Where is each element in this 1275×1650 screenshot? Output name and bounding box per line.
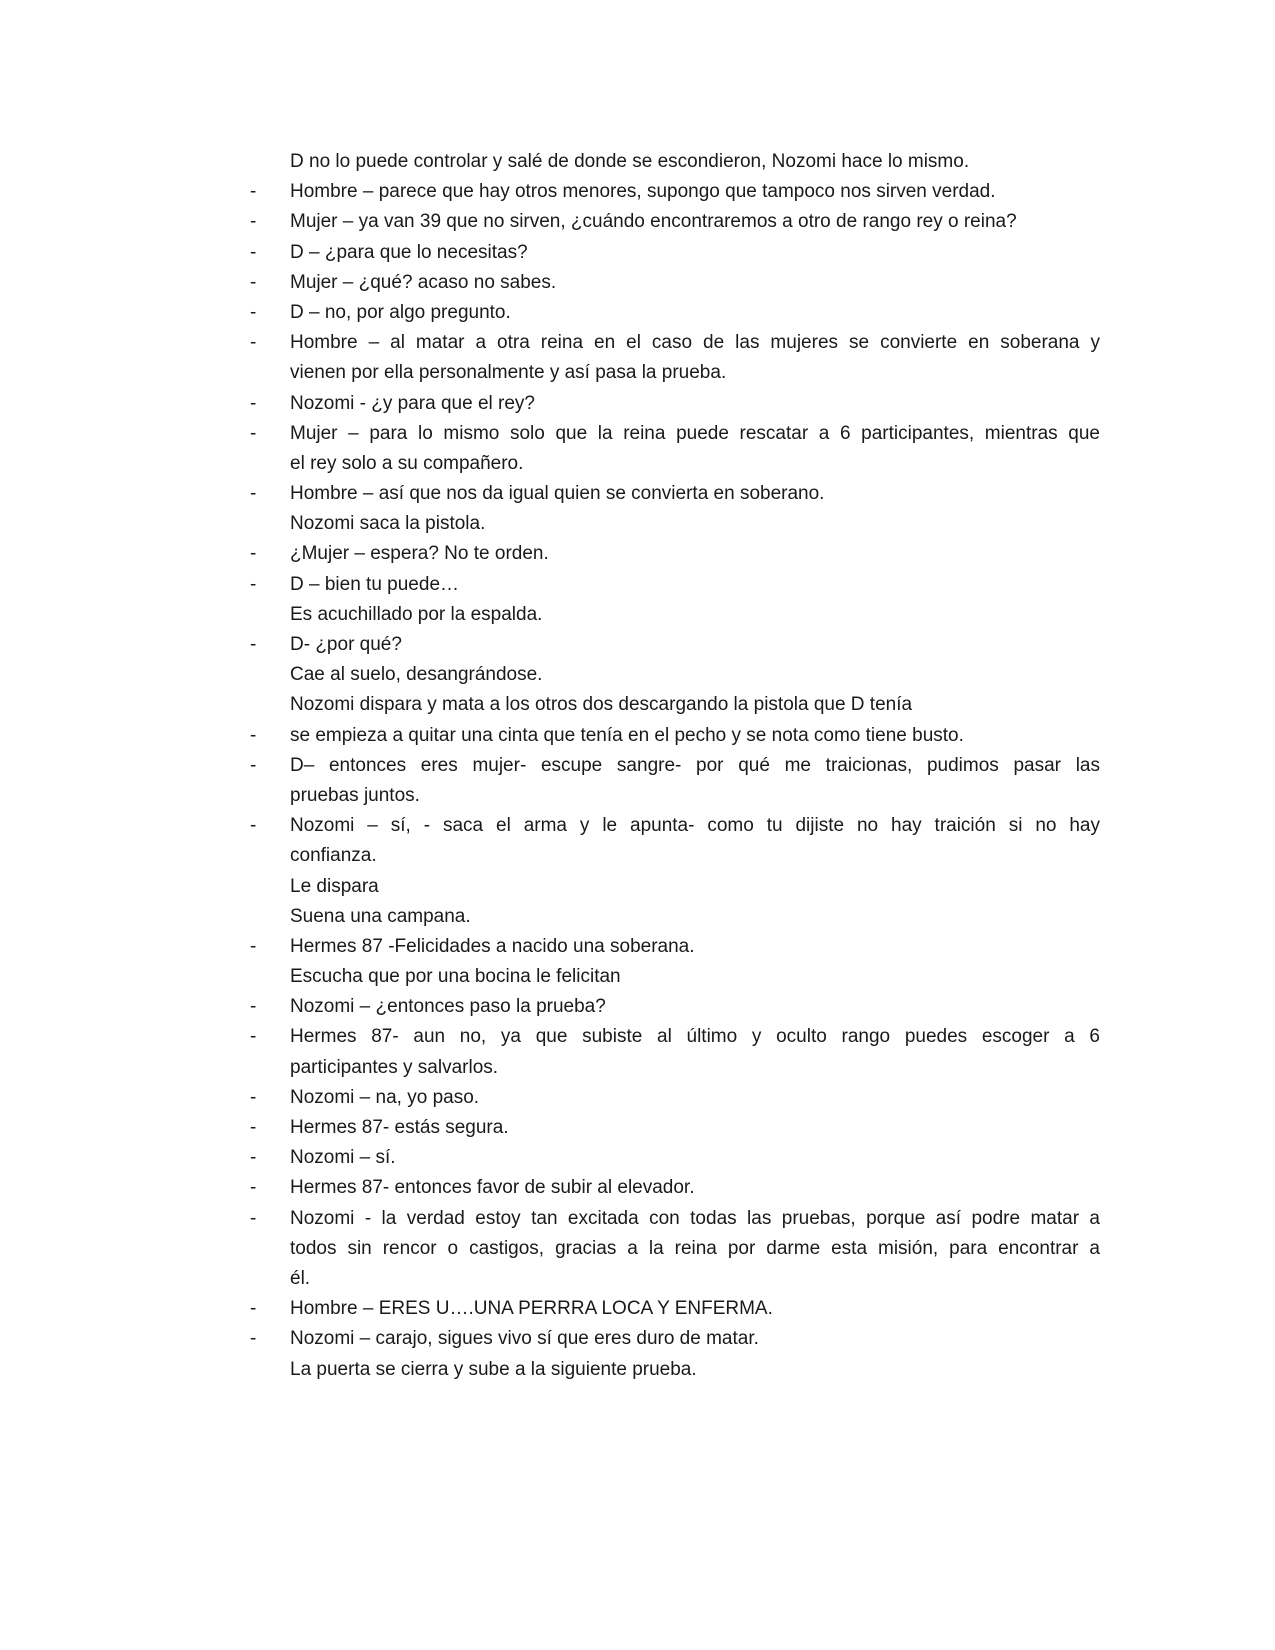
list-dash: - <box>250 634 257 655</box>
dialogue-line <box>250 1053 1100 1083</box>
list-dash: - <box>250 301 257 323</box>
dialogue-line <box>250 449 1100 479</box>
dialogue-line <box>250 992 1100 1022</box>
dialogue-line <box>250 841 1100 871</box>
line-text: Cae al suelo, desangrándose. <box>290 664 543 686</box>
list-dash: - <box>250 996 257 1018</box>
line-text: Hombre – al matar a otra reina en el caso de las mujeres se convierte en soberana y <box>290 332 1100 354</box>
line-text: Mujer – para lo mismo solo que la reina puede rescatar a 6 participantes, mientras que <box>290 422 1100 444</box>
dialogue-line <box>250 570 1100 600</box>
line-text: Hermes 87- aun no, ya que subiste al último y oculto rango puedes escoger a 6 <box>290 1026 1100 1048</box>
document-body <box>250 147 1100 1385</box>
line-text: Nozomi dispara y mata a los otros dos descargando la pistola que D tenía <box>290 694 913 716</box>
dialogue-line <box>250 358 1100 388</box>
dialogue-line <box>250 147 1100 177</box>
dialogue-line <box>250 419 1100 449</box>
line-text: Hombre – ERES U….UNA PERRRA LOCA Y ENFERMA. <box>290 1298 773 1320</box>
dialogue-line <box>250 539 1100 569</box>
list-dash: - <box>250 724 257 746</box>
list-dash: - <box>250 935 257 957</box>
line-text: Nozomi – sí. <box>290 1147 396 1169</box>
list-dash: - <box>250 241 257 263</box>
line-text: Mujer – ¿qué? acaso no sabes. <box>290 271 557 293</box>
line-text: Hombre – parece que hay otros menores, supongo que tampoco nos sirven verdad. <box>290 181 996 203</box>
dialogue-line <box>250 1204 1100 1234</box>
line-text: Hermes 87- estás segura. <box>290 1117 509 1138</box>
line-text: Nozomi - la verdad estoy tan excitada con todas las pruebas, porque así podre matar a <box>290 1207 1100 1229</box>
list-dash: - <box>250 271 257 293</box>
line-text: todos sin rencor o castigos, gracias a la reina por darme esta misión, para encontrar a <box>290 1237 1100 1259</box>
line-text: D – bien tu puede… <box>290 573 460 595</box>
dialogue-line <box>250 1355 1100 1385</box>
list-dash: - <box>250 1177 257 1199</box>
list-dash: - <box>250 1147 257 1169</box>
list-dash: - <box>250 483 257 505</box>
line-text: D no lo puede controlar y salé de donde se escondieron, Nozomi hace lo mismo. <box>290 151 970 172</box>
line-text: Hermes 87- entonces favor de subir al elevador. <box>290 1177 695 1199</box>
line-text: Nozomi – carajo, sigues vivo sí que eres duro de matar. <box>290 1328 759 1350</box>
dialogue-line <box>250 690 1100 720</box>
dialogue-line <box>250 298 1100 328</box>
dialogue-line <box>250 811 1100 841</box>
line-text: ¿Mujer – espera? No te orden. <box>290 543 549 565</box>
dialogue-line <box>250 600 1100 630</box>
dialogue-line <box>250 1113 1100 1143</box>
dialogue-line <box>250 1083 1100 1113</box>
line-text: D– entonces eres mujer- escupe sangre- por qué me traicionas, pudimos pasar las <box>290 754 1100 776</box>
list-dash: - <box>250 1207 257 1229</box>
line-text: Nozomi saca la pistola. <box>290 513 486 535</box>
list-dash: - <box>250 1328 257 1350</box>
line-text: participantes y salvarlos. <box>290 1056 499 1078</box>
list-dash: - <box>250 211 257 233</box>
dialogue-line <box>250 932 1100 962</box>
line-text: La puerta se cierra y sube a la siguiente prueba. <box>290 1358 697 1380</box>
line-text: D – ¿para que lo necesitas? <box>290 241 528 263</box>
line-text: Mujer – ya van 39 que no sirven, ¿cuándo encontraremos a otro de rango rey o reina? <box>290 211 1017 233</box>
dialogue-line <box>250 1173 1100 1203</box>
dialogue-line <box>250 509 1100 539</box>
dialogue-line <box>250 1294 1100 1324</box>
line-text: Nozomi – sí, - saca el arma y le apunta- como tu dijiste no hay traición si no hay <box>290 815 1100 837</box>
list-dash: - <box>250 1298 257 1320</box>
line-text: confianza. <box>290 845 377 867</box>
dialogue-line <box>250 1234 1100 1264</box>
line-text: el rey solo a su compañero. <box>290 452 524 474</box>
list-dash: - <box>250 1117 257 1138</box>
line-text: Nozomi – na, yo paso. <box>290 1086 480 1108</box>
dialogue-line <box>250 238 1100 268</box>
line-text: Nozomi – ¿entonces paso la prueba? <box>290 996 606 1018</box>
dialogue-line <box>250 328 1100 358</box>
line-text: pruebas juntos. <box>290 784 420 806</box>
line-text: Escucha que por una bocina le felicitan <box>290 966 621 988</box>
dialogue-line <box>250 630 1100 660</box>
list-dash: - <box>250 754 257 776</box>
dialogue-line <box>250 479 1100 509</box>
dialogue-line <box>250 1324 1100 1354</box>
list-dash: - <box>250 543 257 565</box>
dialogue-line <box>250 962 1100 992</box>
list-dash: - <box>250 1086 257 1108</box>
line-text: Suena una campana. <box>290 905 471 927</box>
dialogue-line <box>250 872 1100 902</box>
dialogue-line <box>250 1143 1100 1173</box>
list-dash: - <box>250 1026 257 1048</box>
line-text: vienen por ella personalmente y así pasa la prueba. <box>290 362 727 384</box>
dialogue-line <box>250 1264 1100 1294</box>
list-dash: - <box>250 573 257 595</box>
dialogue-line <box>250 177 1100 207</box>
list-dash: - <box>250 181 257 203</box>
list-dash: - <box>250 392 257 414</box>
dialogue-line <box>250 902 1100 932</box>
line-text: Hombre – así que nos da igual quien se convierta en soberano. <box>290 483 825 505</box>
line-text: se empieza a quitar una cinta que tenía en el pecho y se nota como tiene busto. <box>290 724 964 746</box>
line-text: Le dispara <box>290 875 379 897</box>
dialogue-line <box>250 389 1100 419</box>
line-text: Hermes 87 -Felicidades a nacido una soberana. <box>290 935 695 957</box>
list-dash: - <box>250 815 257 837</box>
dialogue-line <box>250 268 1100 298</box>
dialogue-line <box>250 751 1100 781</box>
line-text: Nozomi - ¿y para que el rey? <box>290 392 535 414</box>
line-text: Es acuchillado por la espalda. <box>290 603 543 625</box>
line-text: él. <box>290 1267 311 1289</box>
line-text: D – no, por algo pregunto. <box>290 301 511 323</box>
dialogue-line <box>250 660 1100 690</box>
dialogue-line <box>250 1022 1100 1052</box>
dialogue-line <box>250 207 1100 237</box>
list-dash: - <box>250 332 257 354</box>
line-text: D- ¿por qué? <box>290 634 402 655</box>
dialogue-line <box>250 781 1100 811</box>
dialogue-line <box>250 721 1100 751</box>
list-dash: - <box>250 422 257 444</box>
